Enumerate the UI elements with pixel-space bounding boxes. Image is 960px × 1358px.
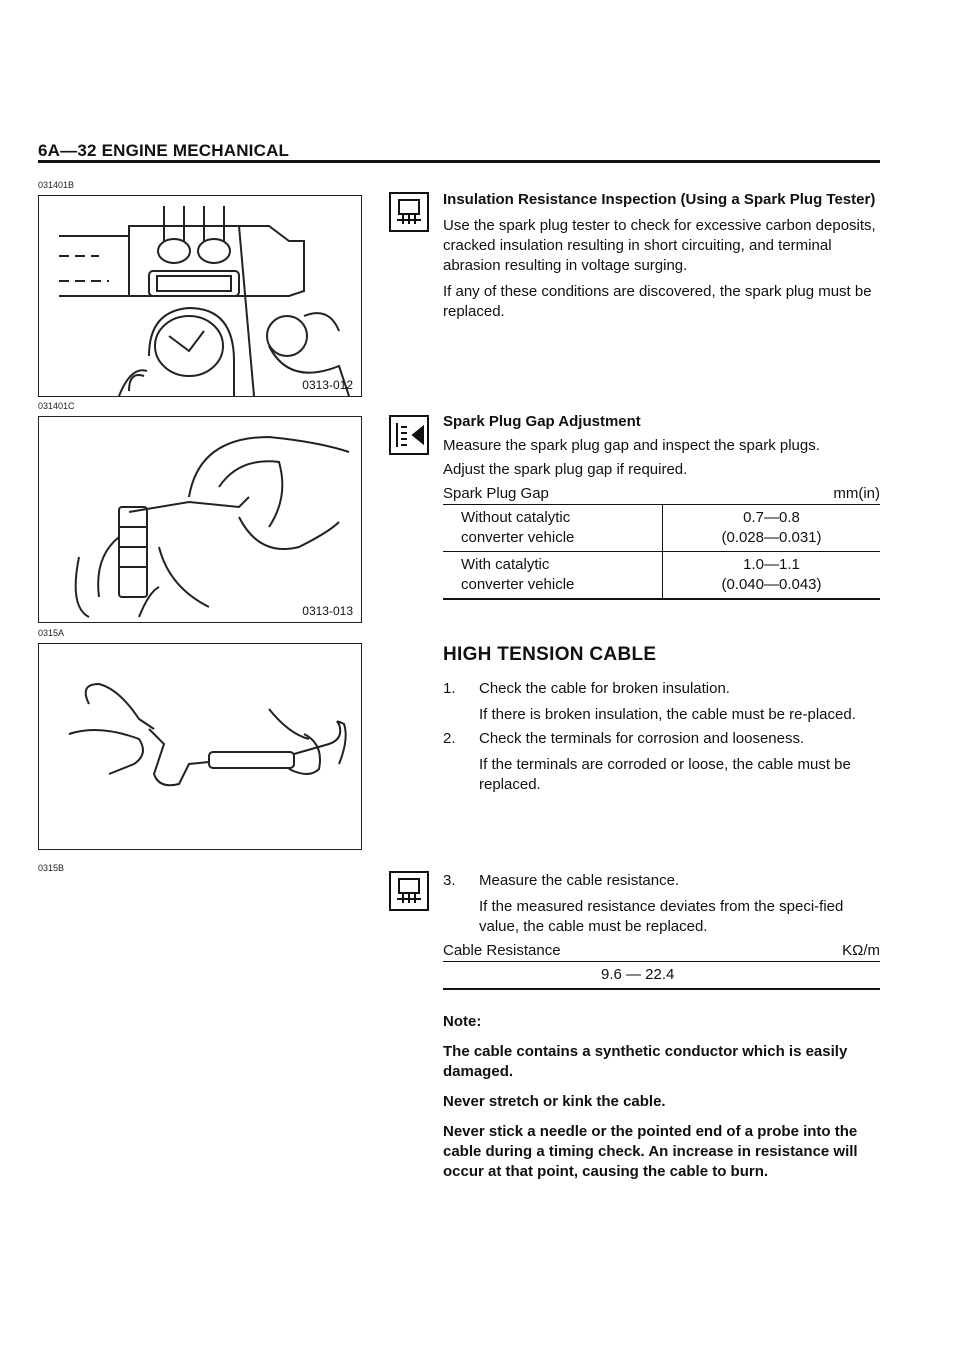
gap-spec-header xyxy=(443,484,880,505)
insulation-section xyxy=(443,190,880,322)
table-row xyxy=(443,505,880,551)
resistance-spec-label: Cable Resistance xyxy=(443,942,561,959)
table-row xyxy=(443,551,880,598)
figure-number-1: 0313-012 xyxy=(302,378,353,392)
figure-id-2: 031401C xyxy=(38,401,75,411)
figure-number-2: 0313-013 xyxy=(302,604,353,618)
note-line-2: Never stretch or kink the cable. xyxy=(443,1093,666,1110)
spark-plug-tester-icon xyxy=(389,192,429,232)
cable-section xyxy=(443,645,880,795)
list-item xyxy=(443,679,880,725)
note-line-3: Never stick a needle or the pointed end of a probe into the cable during a timing check. An increase in resistance will occur at that point, causing the cable to burn. xyxy=(443,1123,858,1180)
ohmmeter-icon xyxy=(389,871,429,911)
high-tension-cable-illustration xyxy=(39,644,361,849)
insulation-para-1: Use the spark plug tester to check for excessive carbon deposits, cracked insulation resulting in short circuiting, and terminal abrasion resulting in voltage surging. xyxy=(443,217,876,274)
item-subtext: If the terminals are corroded or loose, the cable must be replaced. xyxy=(479,756,851,793)
note-label: Note: xyxy=(443,1013,482,1030)
list-item xyxy=(443,729,880,795)
gap-spec-table xyxy=(443,505,880,600)
gap-gauge-illustration xyxy=(39,417,361,622)
header-rule xyxy=(38,160,880,163)
list-item xyxy=(443,871,880,937)
figure-id-1: 031401B xyxy=(38,180,75,190)
gap-section xyxy=(443,412,880,600)
gap-spec-unit: mm(in) xyxy=(833,485,880,502)
item-subtext: If there is broken insulation, the cable must be re-placed. xyxy=(479,706,856,723)
gap-para-1: Measure the spark plug gap and inspect the spark plugs. xyxy=(443,437,820,454)
resistance-spec-unit: KΩ/m xyxy=(842,942,880,959)
row-label-line-2: converter vehicle xyxy=(461,576,575,593)
item-text: Check the terminals for corrosion and looseness. xyxy=(479,730,805,747)
insulation-title: Insulation Resistance Inspection (Using a Spark Plug Tester) xyxy=(443,191,876,208)
item-subtext: If the measured resistance deviates from the speci-fied value, the cable must be replaced. xyxy=(479,898,844,935)
row-label-line-1: Without catalytic xyxy=(461,509,571,526)
gap-para-2: Adjust the spark plug gap if required. xyxy=(443,461,688,478)
row-value-in: (0.040—0.043) xyxy=(721,576,822,593)
resistance-spec-value-row xyxy=(443,962,880,990)
cable-resistance-section xyxy=(443,871,880,990)
gauge-adjust-icon xyxy=(389,415,429,455)
gap-title: Spark Plug Gap Adjustment xyxy=(443,413,641,430)
resistance-spec-value: 9.6 — 22.4 xyxy=(601,966,675,983)
figure-gap-gauge xyxy=(38,416,362,623)
page-header: 6A—32 ENGINE MECHANICAL xyxy=(38,141,290,160)
figure-spark-plug-tester xyxy=(38,195,362,397)
row-label-line-2: converter vehicle xyxy=(461,529,575,546)
note-line-1: The cable contains a synthetic conductor which is easily damaged. xyxy=(443,1043,848,1080)
row-label-line-1: With catalytic xyxy=(461,556,550,573)
figure-id-3: 0315A xyxy=(38,628,65,638)
row-value-in: (0.028—0.031) xyxy=(721,529,822,546)
cable-title: HIGH TENSION CABLE xyxy=(443,644,657,665)
resistance-spec-header xyxy=(443,941,880,962)
spark-plug-tester-illustration xyxy=(39,196,361,396)
item-text: Check the cable for broken insulation. xyxy=(479,680,730,697)
insulation-para-2: If any of these conditions are discovered, the spark plug must be replaced. xyxy=(443,283,872,320)
item-number: 1. xyxy=(443,680,456,697)
item-number: 3. xyxy=(443,872,456,889)
row-value-mm: 0.7—0.8 xyxy=(743,509,800,526)
gap-spec-label: Spark Plug Gap xyxy=(443,485,549,502)
item-number: 2. xyxy=(443,730,456,747)
item-text: Measure the cable resistance. xyxy=(479,872,680,889)
figure-high-tension-cable xyxy=(38,643,362,850)
figure-id-4: 0315B xyxy=(38,863,65,873)
note-section xyxy=(443,1012,880,1182)
row-value-mm: 1.0—1.1 xyxy=(743,556,800,573)
